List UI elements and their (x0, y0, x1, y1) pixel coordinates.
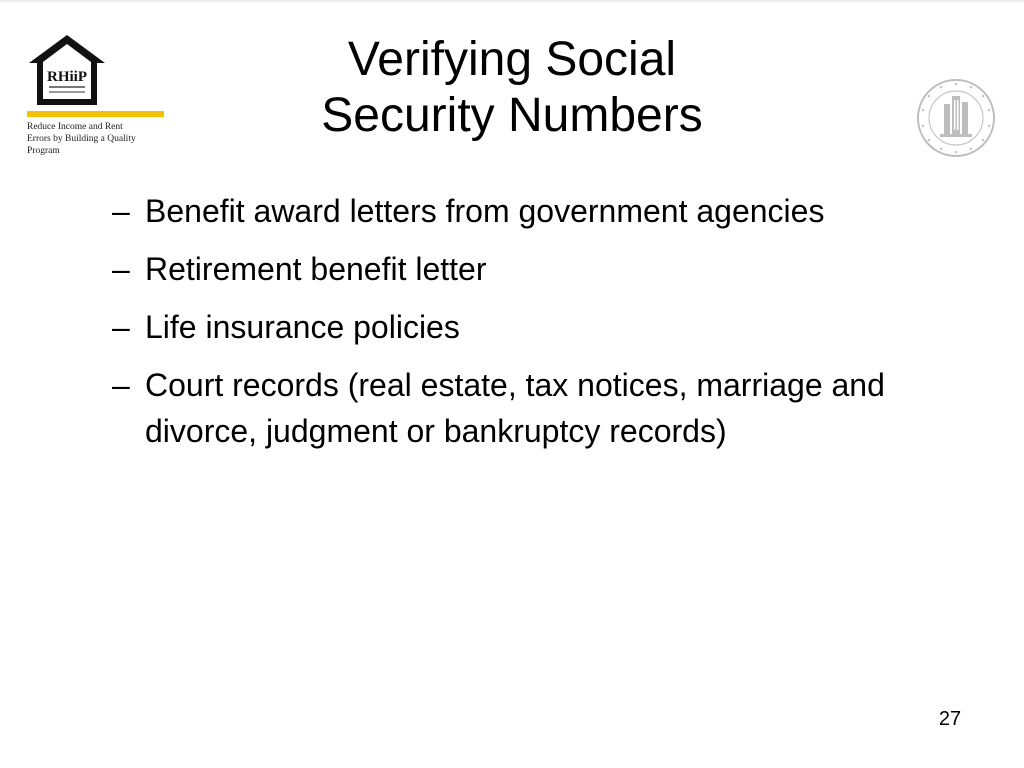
bullet-dash: – (112, 193, 130, 229)
bullet-text: Life insurance policies (145, 309, 460, 345)
bullet-text: Benefit award letters from government agencies (145, 193, 825, 229)
slide-title-line: Verifying Social (347, 33, 677, 86)
logo-tagline (27, 121, 167, 157)
bullet-list (112, 188, 972, 466)
bullet-text: Retirement benefit letter (145, 251, 487, 287)
logo-yellow-bar (27, 111, 164, 117)
bullet-text: Court records (real estate, tax notices, marriage and divorce, judgment or bankruptcy records) (145, 367, 885, 449)
bullet-item (112, 246, 972, 292)
page-number: 27 (938, 708, 962, 730)
hud-seal-icon (916, 78, 996, 158)
house-logo-icon (27, 33, 107, 107)
rhiip-logo (27, 33, 167, 165)
bullet-dash: – (112, 251, 130, 287)
logo-tagline-line: Reduce Income and Rent (27, 122, 123, 132)
bullet-item (112, 362, 972, 454)
slide-title (212, 32, 812, 144)
bullet-dash: – (112, 367, 130, 403)
bullet-dash: – (112, 309, 130, 345)
bullet-item (112, 188, 972, 234)
house-logo-text: RHiiP (47, 69, 87, 85)
logo-tagline-line: Errors by Building a Quality (27, 134, 136, 144)
top-edge-shadow (0, 0, 1024, 3)
logo-tagline-line: Program (27, 146, 60, 156)
slide-title-line: Security Numbers (321, 89, 703, 142)
bullet-item (112, 304, 972, 350)
